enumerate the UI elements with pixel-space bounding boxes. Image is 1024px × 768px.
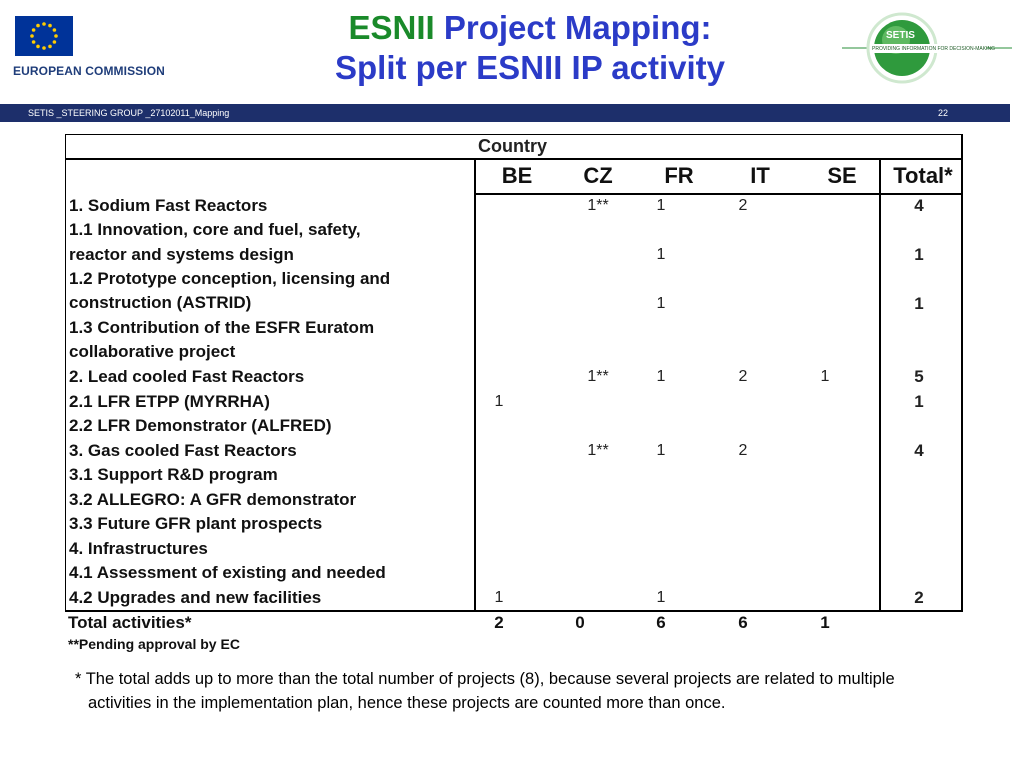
- cell-it: 2: [738, 197, 748, 214]
- footnote: * The total adds up to more than the total number of projects (8), because several projects are related to multiple activities in the implementation plan, hence these projects are counted more than once.: [75, 670, 895, 712]
- cell-it: 2: [738, 442, 748, 459]
- col-header-cz: CZ: [583, 163, 613, 188]
- col-header-total: Total*: [893, 163, 953, 188]
- cell-fr: 1: [656, 589, 666, 606]
- row-label: 1.3 Contribution of the ESFR Euratom: [69, 318, 375, 337]
- row-label: 3.3 Future GFR plant prospects: [69, 514, 323, 533]
- cell-cz: 1**: [587, 197, 609, 214]
- col-header-it: IT: [750, 163, 770, 188]
- cell-cz: 1**: [587, 442, 609, 459]
- cell-se: 1: [820, 368, 830, 385]
- cell-be: 1: [494, 393, 504, 410]
- row-label: 4.2 Upgrades and new facilities: [69, 588, 322, 607]
- bar-label: SETIS _STEERING GROUP _27102011_Mapping: [28, 108, 230, 118]
- cell-total: 4: [914, 196, 924, 215]
- row-label: 3.1 Support R&D program: [69, 465, 278, 484]
- row-label: 2.1 LFR ETPP (MYRRHA): [69, 392, 270, 411]
- country-header: Country: [478, 136, 547, 156]
- row-label: 4. Infrastructures: [69, 539, 208, 558]
- cell-fr: 1: [656, 368, 666, 385]
- cell-total: 1: [914, 392, 924, 411]
- row-label: 3. Gas cooled Fast Reactors: [69, 441, 297, 460]
- title-line2: Split per ESNII IP activity: [334, 49, 726, 86]
- row-label: 1.1 Innovation, core and fuel, safety,: [69, 220, 361, 239]
- total-fr: 6: [656, 613, 666, 632]
- col-header-se: SE: [827, 163, 857, 188]
- cell-fr: 1: [656, 295, 666, 312]
- page-title: [230, 8, 830, 88]
- cell-total: 5: [914, 367, 924, 386]
- org-name: EUROPEAN COMMISSION: [13, 64, 165, 78]
- cell-fr: 1: [656, 246, 666, 263]
- eu-flag-logo: [15, 16, 73, 56]
- setis-logo: [842, 8, 1012, 86]
- table-border: [474, 158, 476, 612]
- cell-cz: 1**: [587, 368, 609, 385]
- table-border: [65, 134, 963, 135]
- table-border: [65, 134, 66, 612]
- col-header-be: BE: [501, 163, 533, 188]
- totals-label: Total activities*: [68, 613, 192, 632]
- row-label: collaborative project: [69, 342, 236, 361]
- row-label: 2.2 LFR Demonstrator (ALFRED): [69, 416, 332, 435]
- col-header-fr: FR: [664, 163, 694, 188]
- table-border: [961, 134, 963, 612]
- row-label: 2. Lead cooled Fast Reactors: [69, 367, 305, 386]
- title-line1: Project Mapping:: [434, 9, 712, 46]
- row-label: construction (ASTRID): [69, 293, 252, 312]
- cell-it: 2: [738, 368, 748, 385]
- table-border: [879, 158, 881, 612]
- table-border: [65, 610, 963, 612]
- row-label: reactor and systems design: [69, 245, 294, 264]
- row-label: 4.1 Assessment of existing and needed: [69, 563, 386, 582]
- cell-total: 1: [914, 294, 924, 313]
- cell-total: 2: [914, 588, 924, 607]
- table-border: [65, 158, 963, 160]
- cell-fr: 1: [656, 442, 666, 459]
- table-border: [475, 193, 963, 195]
- total-cz: 0: [575, 613, 585, 632]
- total-it: 6: [738, 613, 748, 632]
- setis-logo-text: SETIS: [886, 30, 915, 41]
- total-be: 2: [494, 613, 504, 632]
- row-label: 1.2 Prototype conception, licensing and: [69, 269, 391, 288]
- cell-be: 1: [494, 589, 504, 606]
- setis-tagline: PROVIDING INFORMATION FOR DECISION-MAKING: [872, 46, 995, 52]
- total-se: 1: [820, 613, 830, 632]
- title-accent: ESNII: [348, 9, 435, 46]
- cell-total: 4: [914, 441, 924, 460]
- cell-fr: 1: [656, 197, 666, 214]
- row-label: 3.2 ALLEGRO: A GFR demonstrator: [69, 490, 357, 509]
- page-number: 22: [937, 108, 948, 118]
- pending-note: **Pending approval by EC: [68, 636, 240, 652]
- cell-total: 1: [914, 245, 924, 264]
- header-bar: [0, 104, 1010, 122]
- row-label: 1. Sodium Fast Reactors: [69, 196, 268, 215]
